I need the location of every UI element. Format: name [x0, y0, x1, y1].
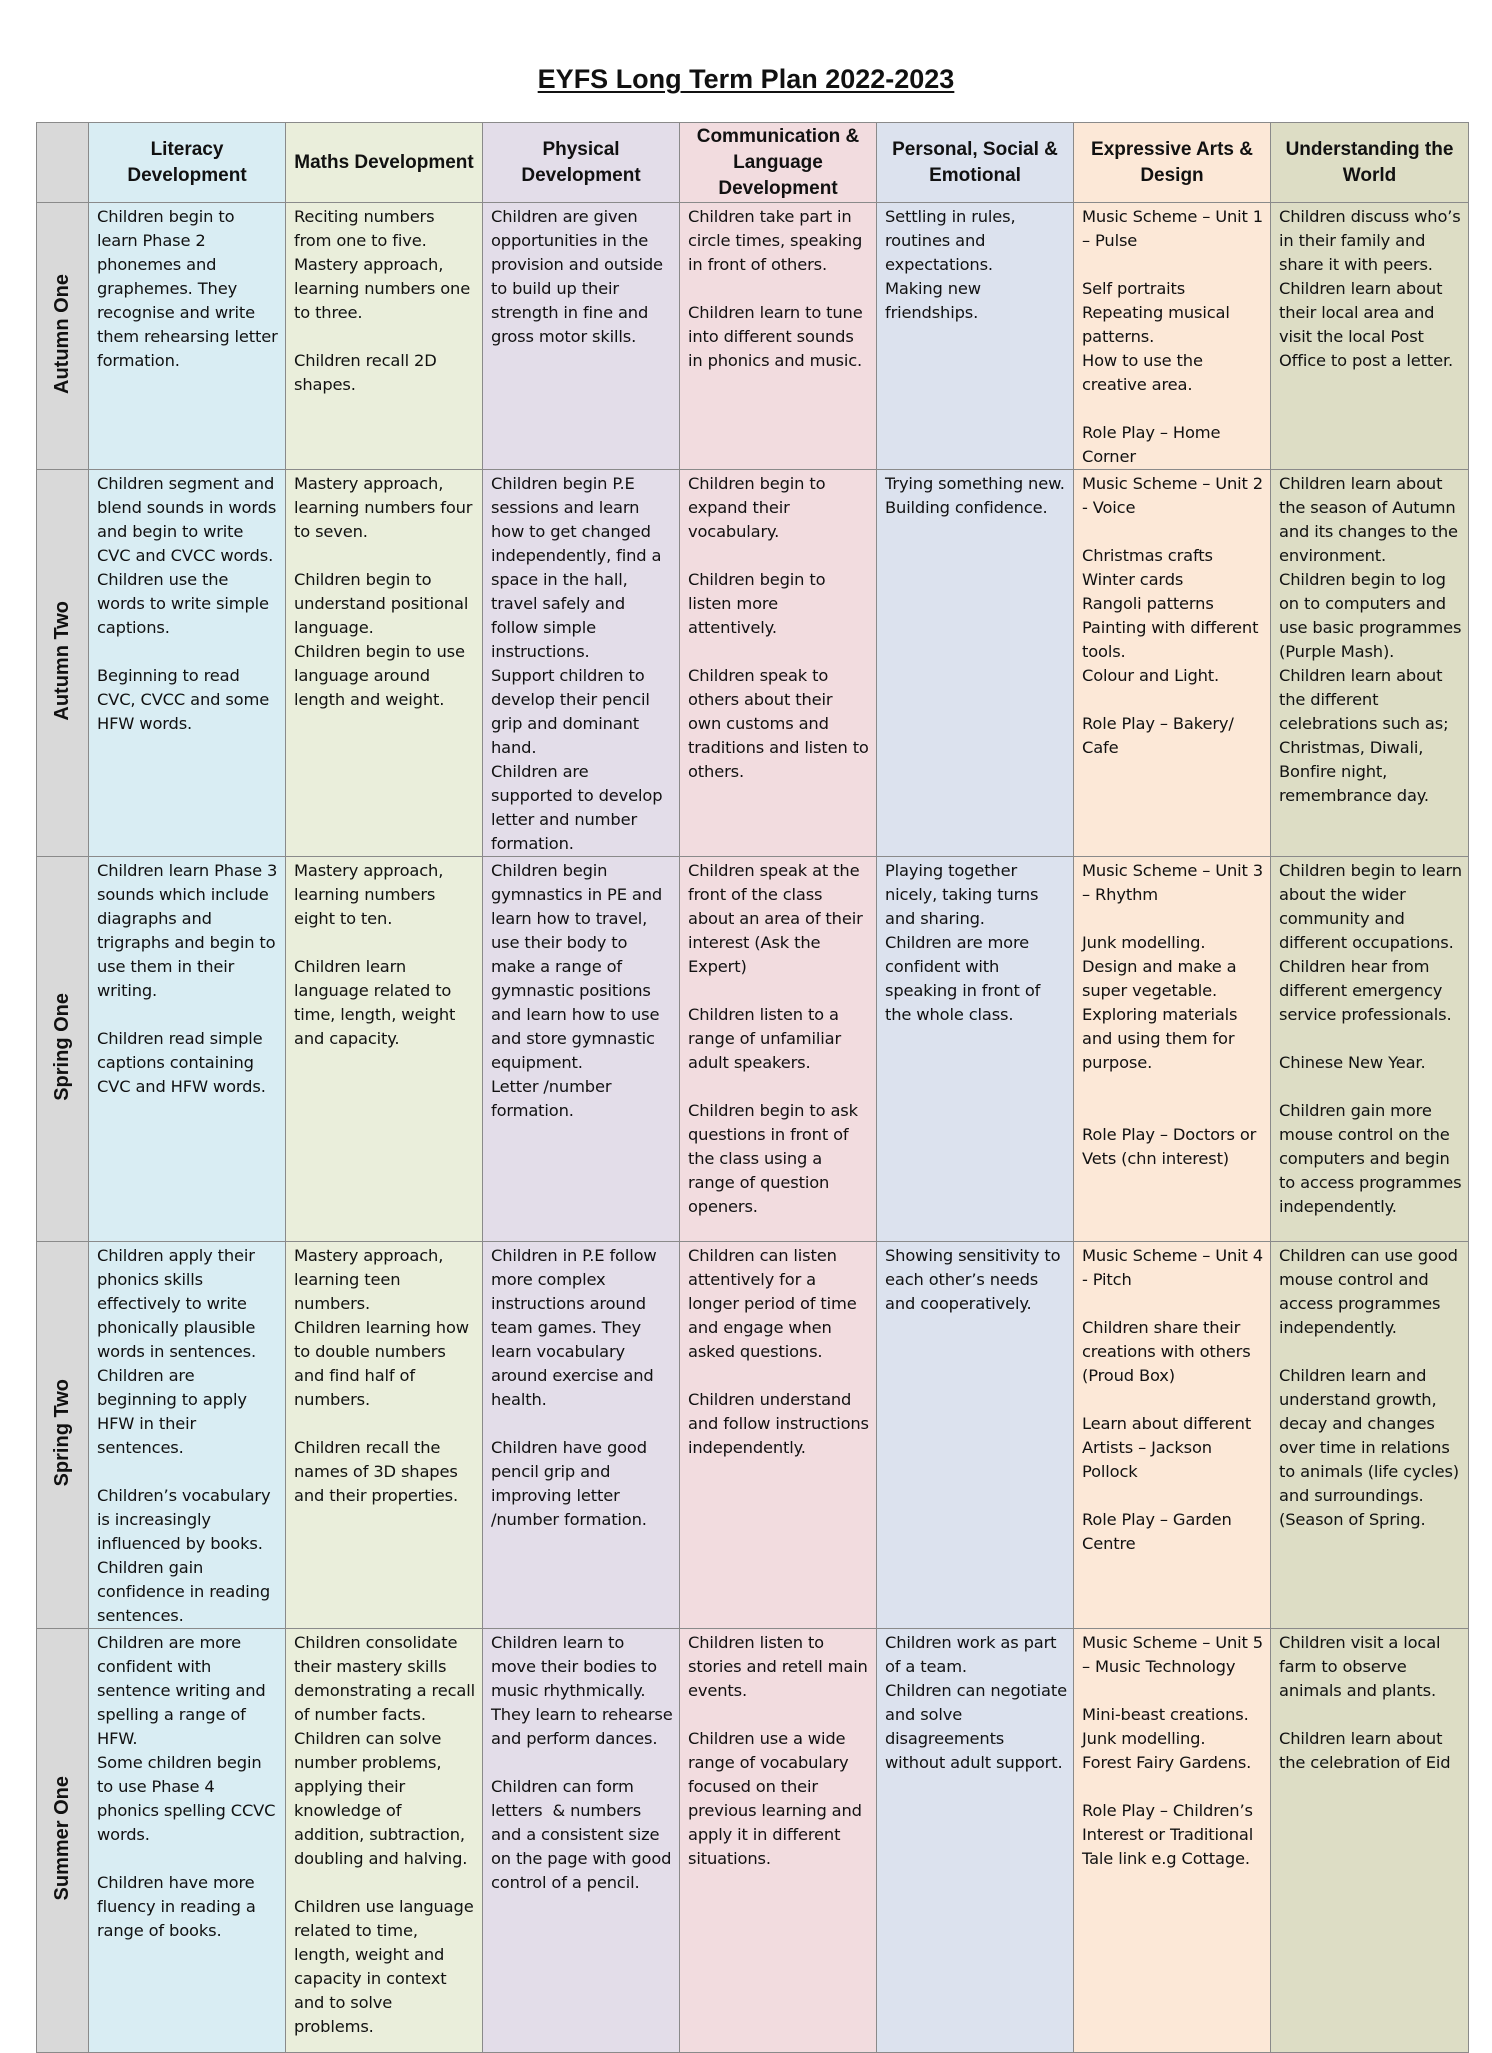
term-row-autumn-two: [37, 470, 1469, 857]
plan-cell-understanding-world: Children begin to learn about the wider community and different occupations. Children hear from different emergency service professionals. Chinese New Year. Children gain more mouse control on the computers and begin to access programmes independently.: [1271, 857, 1469, 1242]
plan-cell-maths: Mastery approach, learning numbers eight to ten. Children learn language related to time, length, weight and capacity.: [286, 857, 483, 1242]
term-label: Autumn Two: [51, 601, 73, 721]
plan-cell-communication: Children can listen attentively for a longer period of time and engage when asked questions. Children understand and follow instructions independently.: [680, 1242, 877, 1629]
term-label-cell: [37, 1629, 89, 2053]
plan-cell-maths: Mastery approach, learning numbers four to seven. Children begin to understand positional language. Children begin to use language around length and weight.: [286, 470, 483, 857]
term-row-spring-one: [37, 857, 1469, 1242]
plan-cell-pse: Showing sensitivity to each other’s needs and cooperatively.: [877, 1242, 1074, 1629]
term-row-summer-one: [37, 1629, 1469, 2053]
plan-cell-literacy: Children learn Phase 3 sounds which include diagraphs and trigraphs and begin to use them in their writing. Children read simple captions containing CVC and HFW words.: [89, 857, 286, 1242]
plan-cell-pse: Playing together nicely, taking turns and sharing. Children are more confident with speaking in front of the whole class.: [877, 857, 1074, 1242]
plan-cell-physical: Children learn to move their bodies to music rhythmically. They learn to rehearse and perform dances. Children can form letters & numbers and a consistent size on the page with good control of a pencil.: [483, 1629, 680, 2053]
term-row-autumn-one: [37, 203, 1469, 470]
plan-cell-pse: Children work as part of a team. Children can negotiate and solve disagreements without adult support.: [877, 1629, 1074, 2053]
plan-cell-physical: Children begin P.E sessions and learn how to get changed independently, find a space in the hall, travel safely and follow simple instructions. Support children to develop their pencil grip and dominant hand. Children are supported to develop letter and number formation.: [483, 470, 680, 857]
header-literacy: Literacy Development: [89, 123, 286, 203]
plan-cell-understanding-world: Children learn about the season of Autumn and its changes to the environment. Children begin to log on to computers and use basic programmes (Purple Mash). Children learn about the different celebrations such as; Christmas, Diwali, Bonfire night, remembrance day.: [1271, 470, 1469, 857]
plan-cell-expressive-arts: Music Scheme – Unit 3 – Rhythm Junk modelling. Design and make a super vegetable. Exploring materials and using them for purpose. Role Play – Doctors or Vets (chn interest): [1074, 857, 1271, 1242]
plan-cell-literacy: Children are more confident with sentence writing and spelling a range of HFW. Some children begin to use Phase 4 phonics spelling CCVC words. Children have more fluency in reading a range of books.: [89, 1629, 286, 2053]
plan-cell-understanding-world: Children can use good mouse control and access programmes independently. Children learn and understand growth, decay and changes over time in relations to animals (life cycles) and surroundings. (Season of Spring.: [1271, 1242, 1469, 1629]
page-title: EYFS Long Term Plan 2022-2023: [537, 64, 955, 94]
plan-cell-communication: Children speak at the front of the class about an area of their interest (Ask the Expert) Children listen to a range of unfamiliar adult speakers. Children begin to ask questions in front of the class using a range of question openers.: [680, 857, 877, 1242]
header-expressive-arts: Expressive Arts & Design: [1074, 123, 1271, 203]
term-label: Spring Two: [51, 1379, 73, 1487]
term-label: Spring One: [51, 993, 73, 1101]
plan-cell-physical: Children in P.E follow more complex instructions around team games. They learn vocabulary around exercise and health. Children have good pencil grip and improving letter /number formation.: [483, 1242, 680, 1629]
plan-cell-literacy: Children segment and blend sounds in words and begin to write CVC and CVCC words. Children use the words to write simple captions. Beginning to read CVC, CVCC and some HFW words.: [89, 470, 286, 857]
header-personal-social-emotional: Personal, Social & Emotional: [877, 123, 1074, 203]
plan-cell-expressive-arts: Music Scheme – Unit 2 - Voice Christmas crafts Winter cards Rangoli patterns Painting with different tools. Colour and Light. Role Play – Bakery/ Cafe: [1074, 470, 1271, 857]
term-label-cell: [37, 857, 89, 1242]
plan-cell-understanding-world: Children discuss who’s in their family and share it with peers. Children learn about their local area and visit the local Post Office to post a letter.: [1271, 203, 1469, 470]
header-maths: Maths Development: [286, 123, 483, 203]
plan-cell-communication: Children listen to stories and retell main events. Children use a wide range of vocabulary focused on their previous learning and apply it in different situations.: [680, 1629, 877, 2053]
plan-cell-communication: Children begin to expand their vocabulary. Children begin to listen more attentively. Children speak to others about their own customs and traditions and listen to others.: [680, 470, 877, 857]
plan-cell-maths: Children consolidate their mastery skills demonstrating a recall of number facts. Children can solve number problems, applying their knowledge of addition, subtraction, doubling and halving. Children use language related to time, length, weight and capacity in context and to solve problems.: [286, 1629, 483, 2053]
plan-cell-literacy: Children begin to learn Phase 2 phonemes and graphemes. They recognise and write them rehearsing letter formation.: [89, 203, 286, 470]
plan-cell-maths: Mastery approach, learning teen numbers. Children learning how to double numbers and find half of numbers. Children recall the names of 3D shapes and their properties.: [286, 1242, 483, 1629]
plan-cell-expressive-arts: Music Scheme – Unit 1 – Pulse Self portraits Repeating musical patterns. How to use the creative area. Role Play – Home Corner: [1074, 203, 1271, 470]
plan-cell-communication: Children take part in circle times, speaking in front of others. Children learn to tune into different sounds in phonics and music.: [680, 203, 877, 470]
plan-cell-pse: Trying something new. Building confidence.: [877, 470, 1074, 857]
plan-cell-expressive-arts: Music Scheme – Unit 4 - Pitch Children share their creations with others (Proud Box) Learn about different Artists – Jackson Pollock Role Play – Garden Centre: [1074, 1242, 1271, 1629]
header-understanding-world: Understanding the World: [1271, 123, 1469, 203]
plan-cell-pse: Settling in rules, routines and expectations. Making new friendships.: [877, 203, 1074, 470]
header-corner: [37, 123, 89, 203]
term-label-cell: [37, 1242, 89, 1629]
plan-cell-physical: Children are given opportunities in the provision and outside to build up their strength in fine and gross motor skills.: [483, 203, 680, 470]
term-label-cell: [37, 203, 89, 470]
plan-cell-expressive-arts: Music Scheme – Unit 5 – Music Technology Mini-beast creations. Junk modelling. Forest Fairy Gardens. Role Play – Children’s Interest or Traditional Tale link e.g Cottage.: [1074, 1629, 1271, 2053]
term-row-spring-two: [37, 1242, 1469, 1629]
term-label-cell: [37, 470, 89, 857]
plan-cell-literacy: Children apply their phonics skills effectively to write phonically plausible words in sentences. Children are beginning to apply HFW in their sentences. Children’s vocabulary is increasingly influenced by books. Children gain confidence in reading sentences.: [89, 1242, 286, 1629]
header-communication-language: Communication & Language Development: [680, 123, 877, 203]
plan-cell-maths: Reciting numbers from one to five. Mastery approach, learning numbers one to three. Children recall 2D shapes.: [286, 203, 483, 470]
plan-cell-understanding-world: Children visit a local farm to observe animals and plants. Children learn about the celebration of Eid: [1271, 1629, 1469, 2053]
header-physical: Physical Development: [483, 123, 680, 203]
term-label: Autumn One: [51, 274, 73, 394]
header-row: [37, 123, 1469, 203]
plan-cell-physical: Children begin gymnastics in PE and learn how to travel, use their body to make a range of gymnastic positions and learn how to use and store gymnastic equipment. Letter /number formation.: [483, 857, 680, 1242]
term-label: Summer One: [51, 1776, 73, 1901]
long-term-plan-table: [36, 122, 1469, 2053]
